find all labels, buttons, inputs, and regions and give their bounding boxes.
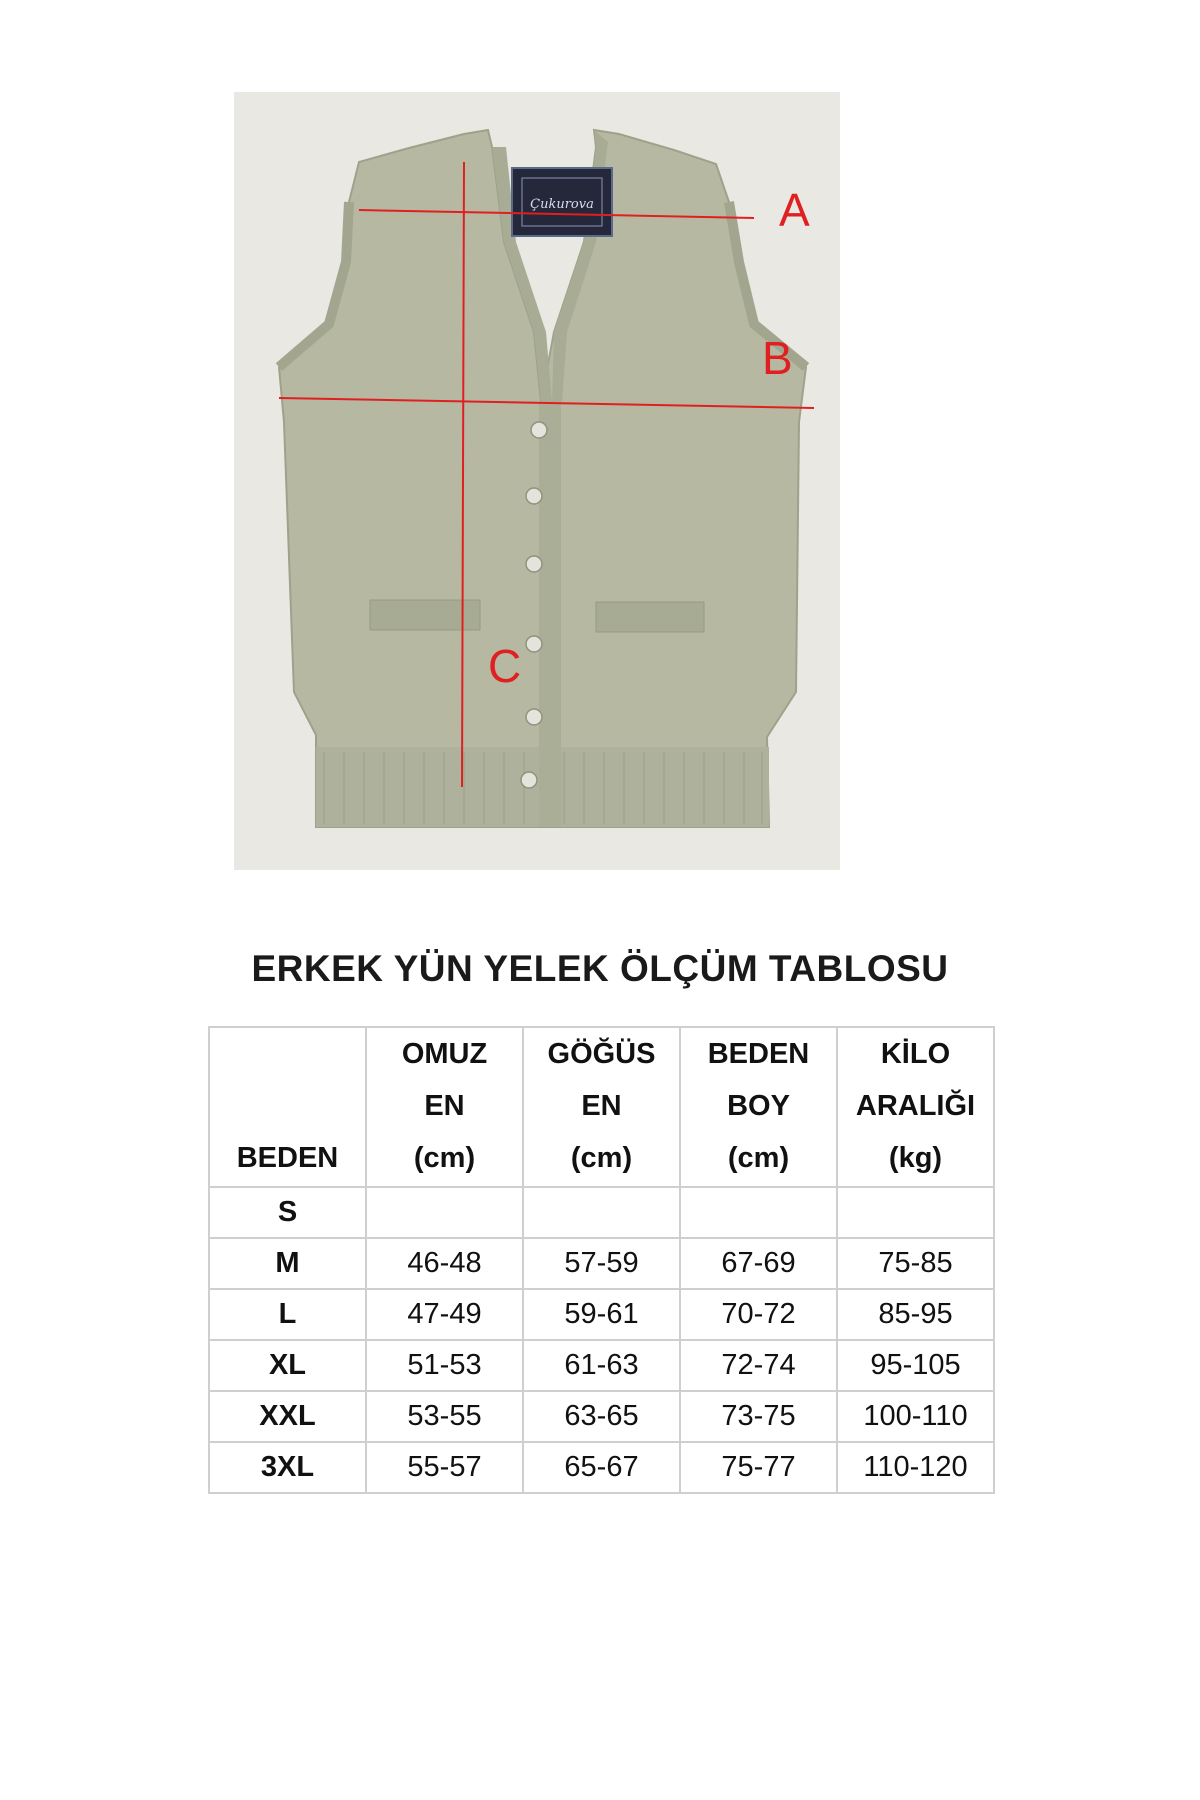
table-row	[209, 1391, 994, 1442]
length-cell: 73-75	[680, 1391, 837, 1442]
shoulder-cell: 46-48	[366, 1238, 523, 1289]
table-row	[209, 1340, 994, 1391]
length-cell	[680, 1187, 837, 1238]
header-line: BEDEN	[707, 1038, 810, 1070]
table-row	[209, 1289, 994, 1340]
brand-tag-text: Çukurova	[530, 197, 594, 212]
brand-tag	[512, 168, 612, 236]
chest-cell: 59-61	[523, 1289, 680, 1340]
weight-cell: 110-120	[837, 1442, 994, 1493]
header-boy	[680, 1027, 837, 1187]
label-c: C	[488, 640, 522, 692]
header-line: ARALIĞI	[855, 1090, 976, 1122]
length-cell: 72-74	[680, 1340, 837, 1391]
header-line: GÖĞÜS	[547, 1038, 656, 1070]
label-a: A	[779, 184, 810, 236]
header-line: KİLO	[880, 1038, 951, 1070]
table-row	[209, 1238, 994, 1289]
size-cell: XL	[209, 1340, 366, 1391]
vest-photo	[234, 92, 840, 870]
size-cell: M	[209, 1238, 366, 1289]
shoulder-cell	[366, 1187, 523, 1238]
size-cell: XXL	[209, 1391, 366, 1442]
header-line: (cm)	[570, 1142, 633, 1174]
header-line: (kg)	[888, 1142, 943, 1174]
page-title: ERKEK YÜN YELEK ÖLÇÜM TABLOSU	[251, 948, 949, 989]
header-line: BEDEN	[236, 1142, 339, 1174]
shoulder-cell: 53-55	[366, 1391, 523, 1442]
header-row	[209, 1027, 994, 1187]
weight-cell: 95-105	[837, 1340, 994, 1391]
table-row	[209, 1442, 994, 1493]
header-omuz	[366, 1027, 523, 1187]
header-line: (cm)	[727, 1142, 790, 1174]
size-table	[208, 1026, 995, 1494]
table-row	[209, 1187, 994, 1238]
shoulder-cell: 55-57	[366, 1442, 523, 1493]
shoulder-cell: 47-49	[366, 1289, 523, 1340]
size-cell: 3XL	[209, 1442, 366, 1493]
weight-cell: 75-85	[837, 1238, 994, 1289]
header-line: (cm)	[413, 1142, 476, 1174]
size-cell: S	[209, 1187, 366, 1238]
chest-cell	[523, 1187, 680, 1238]
header-line: OMUZ	[401, 1038, 488, 1070]
weight-cell: 85-95	[837, 1289, 994, 1340]
chest-cell: 61-63	[523, 1340, 680, 1391]
label-b: B	[762, 332, 793, 384]
header-line: EN	[424, 1090, 465, 1122]
header-line: EN	[581, 1090, 622, 1122]
size-cell: L	[209, 1289, 366, 1340]
weight-cell	[837, 1187, 994, 1238]
header-kilo	[837, 1027, 994, 1187]
chest-cell: 65-67	[523, 1442, 680, 1493]
length-cell: 75-77	[680, 1442, 837, 1493]
length-cell: 70-72	[680, 1289, 837, 1340]
chest-cell: 63-65	[523, 1391, 680, 1442]
header-beden	[209, 1027, 366, 1187]
chest-cell: 57-59	[523, 1238, 680, 1289]
header-gogus	[523, 1027, 680, 1187]
header-line: BOY	[727, 1090, 790, 1122]
length-cell: 67-69	[680, 1238, 837, 1289]
shoulder-cell: 51-53	[366, 1340, 523, 1391]
vest-illustration	[234, 92, 840, 870]
weight-cell: 100-110	[837, 1391, 994, 1442]
